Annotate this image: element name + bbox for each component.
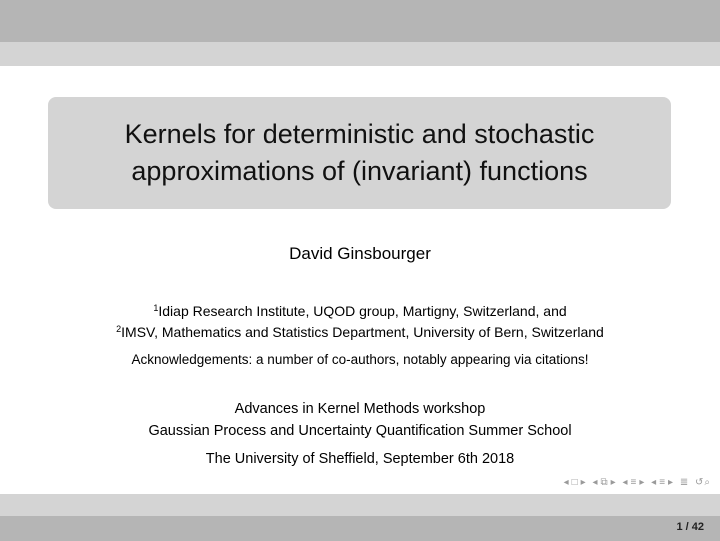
nav-section-icon[interactable]: ≡ — [630, 477, 638, 488]
event-line-2: Gaussian Process and Uncertainty Quantification Summer School — [148, 423, 572, 439]
nav-subsection-icon[interactable]: ⧉ — [600, 477, 609, 488]
slide-title-line-2: approximations of (invariant) functions — [131, 156, 588, 186]
nav-next-section-icon[interactable]: ▸ — [639, 477, 646, 488]
title-box — [48, 97, 671, 209]
footer-bar-light — [0, 494, 720, 516]
affiliation-2 — [0, 319, 720, 343]
nav-next-frame-icon[interactable]: ▸ — [580, 477, 587, 488]
nav-slide-icon[interactable]: ≡ — [659, 477, 667, 488]
footer-bar-dark — [0, 516, 720, 541]
nav-prev-subsection-icon[interactable]: ◂ — [592, 477, 599, 488]
affiliation-1-mark: 1 — [153, 303, 159, 313]
affiliation-1-text: Idiap Research Institute, UQOD group, Martigny, Switzerland, and — [158, 303, 567, 319]
event-line-3: The University of Sheffield, September 6th 2018 — [205, 451, 515, 467]
affiliation-2-mark: 2 — [116, 324, 122, 334]
nav-prev-slide-icon[interactable]: ◂ — [651, 477, 658, 488]
slide-title-line-1: Kernels for deterministic and stochastic — [124, 119, 595, 149]
header-bar-dark — [0, 0, 720, 42]
nav-frame-icon[interactable]: □ — [571, 477, 579, 488]
nav-next-subsection-icon[interactable]: ▸ — [610, 477, 617, 488]
affiliation-2-text: IMSV, Mathematics and Statistics Department, University of Bern, Switzerland — [121, 324, 604, 340]
nav-prev-frame-icon[interactable]: ◂ — [563, 477, 570, 488]
page-number: 1 / 42 — [676, 521, 704, 533]
beamer-navigation — [563, 477, 712, 488]
nav-next-slide-icon[interactable]: ▸ — [668, 477, 675, 488]
header-bar-light — [0, 42, 720, 66]
acknowledgements: Acknowledgements: a number of co-authors, notably appearing via citations! — [131, 352, 589, 367]
author-name: David Ginsbourger — [289, 244, 431, 263]
nav-outline-icon[interactable]: ≣ — [679, 477, 690, 488]
nav-search-icon[interactable]: ↺⌕ — [695, 477, 711, 488]
event-line-1: Advances in Kernel Methods workshop — [234, 401, 486, 417]
nav-prev-section-icon[interactable]: ◂ — [622, 477, 629, 488]
